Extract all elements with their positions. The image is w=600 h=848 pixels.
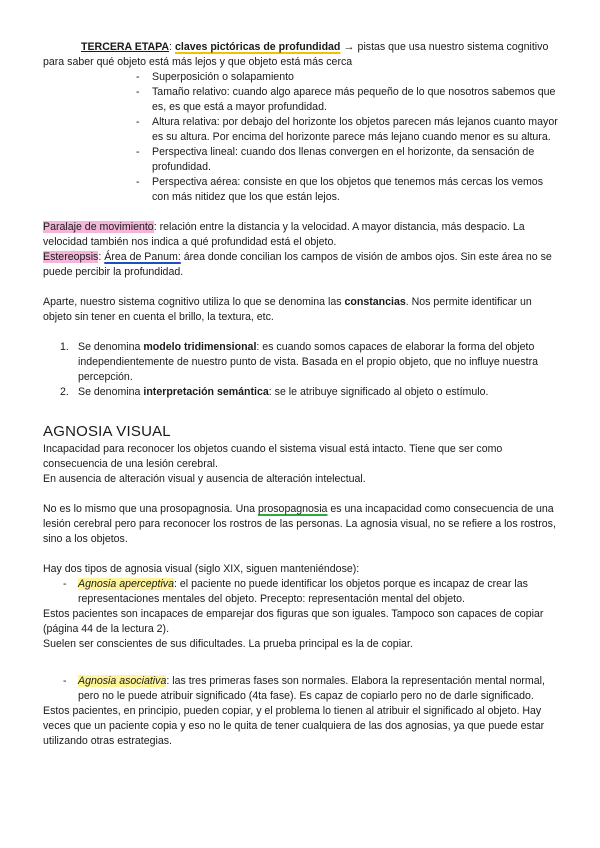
model-text-before: Se denomina <box>78 341 144 353</box>
stereopsis-text: área donde concilian los campos de visión de ambos ojos. Sin este área no se puede percibir la profundidad. <box>43 251 552 278</box>
parallax-paragraph <box>43 220 558 250</box>
prosopagnosia-term: prosopagnosia <box>257 503 328 515</box>
list-item: - Altura relativa: por debajo del horizonte los objetos parecen más lejanos cuanto mayor es su altura. Por encima del horizonte parece más lejano cuando menor es su altura. <box>152 115 558 145</box>
list-item: - Tamaño relativo: cuando algo aparece más pequeño de lo que nosotros sabemos que es, es que está a mayor profundidad. <box>152 85 558 115</box>
model-text-before: Se denomina <box>78 386 144 398</box>
constancies-term: constancias <box>344 296 406 308</box>
apperceptive-text: : el paciente no puede identificar los objetos porque es incapaz de crear las representaciones mentales del objeto. Precepto: representación mental del objeto. <box>78 578 528 605</box>
agnosia-definition: Incapacidad para reconocer los objetos cuando el sistema visual está intacto. Tiene que ser como consecuencia de una lesión cerebral. <box>43 443 503 470</box>
stage-intro: pistas que usa nuestro sistema cognitivo para saber qué objeto está más lejos y que objeto está más cerca <box>43 41 549 68</box>
model-text-after: : se le atribuye significado al objeto o estímulo. <box>268 386 489 398</box>
parallax-term: Paralaje de movimiento <box>43 221 154 233</box>
constancies-text-before: Aparte, nuestro sistema cognitivo utiliza lo que se denomina las <box>43 296 345 308</box>
list-item <box>78 674 558 704</box>
associative-term: Agnosia asociativa <box>78 675 167 687</box>
stage-label: TERCERA ETAPA <box>81 41 170 53</box>
list-item: - Perspectiva aérea: consiste en que los objetos que tenemos más cercas los vemos con más nitidez que los que están lejos. <box>152 175 558 205</box>
list-number: 2. <box>60 386 69 398</box>
model-term: modelo tridimensional <box>143 341 257 353</box>
section-heading: AGNOSIA VISUAL <box>43 423 171 440</box>
constancies-text-after: . Nos permite identificar un objeto sin tener en cuenta el brillo, la textura, etc. <box>43 296 532 323</box>
apperceptive-list <box>43 577 558 607</box>
list-item: - Perspectiva lineal: cuando dos llenas convergen en el horizonte, da sensación de profundidad. <box>152 145 558 175</box>
prosop-text-after: es una incapacidad como consecuencia de una lesión cerebral pero para reconocer los rostros de las personas. La agnosia visual, no se refiere a los rostros, sino a los objetos. <box>43 503 556 545</box>
parallax-text: : relación entre la distancia y la velocidad. A mayor distancia, más despacio. La velocidad también nos indica a qué profundidad está el objeto. <box>43 221 525 248</box>
stereopsis-paragraph <box>43 250 558 280</box>
document-page <box>43 40 558 749</box>
list-item <box>78 577 558 607</box>
associative-list <box>43 674 558 704</box>
constancies-paragraph <box>43 295 558 325</box>
models-list <box>43 340 558 400</box>
stage-colon: : <box>169 41 175 53</box>
list-item <box>60 385 558 400</box>
list-item: - Superposición o solapamiento <box>152 70 558 85</box>
prosop-text-before: No es lo mismo que una prosopagnosia. Una <box>43 503 258 515</box>
apperceptive-note: Suelen ser conscientes de sus dificultades. La prueba principal es la de copiar. <box>43 638 413 650</box>
stereopsis-colon: : <box>98 251 105 263</box>
apperceptive-note: Estos pacientes son incapaces de emparejar dos figuras que son iguales. Tampoco son capaces de copiar (página 44 de la lectura 2). <box>43 608 544 635</box>
associative-text: : las tres primeras fases son normales. Elabora la representación mental normal, pero no le puede atribuir significado (4ta fase). Es capaz de copiarlo pero no de darle significado. <box>78 675 545 702</box>
agnosia-condition: En ausencia de alteración visual y ausencia de alteración intelectual. <box>43 473 366 485</box>
model-text-after: : es cuando somos capaces de elaborar la forma del objeto independientemente de nuestro punto de vista. Basada en el propio objeto, que no influye nuestra percepción. <box>78 341 538 383</box>
apperceptive-term: Agnosia aperceptiva <box>78 578 174 590</box>
model-term: interpretación semántica <box>143 386 269 398</box>
list-number: 1. <box>60 341 69 353</box>
stage-paragraph <box>43 40 558 70</box>
list-item <box>60 340 558 385</box>
stage-title: claves pictóricas de profundidad <box>174 41 341 53</box>
right-arrow-icon: → <box>340 41 358 53</box>
prosopagnosia-paragraph <box>43 502 558 547</box>
associative-note: Estos pacientes, en principio, pueden copiar, y el problema lo tienen al atribuir el significado al objeto. Hay veces que un paciente copia y eso no le quita de tener cualquiera de las dos agnosias, ya que puede estar utilizando otras estrategias. <box>43 705 545 747</box>
stereopsis-term: Estereopsis <box>43 251 99 263</box>
types-intro: Hay dos tipos de agnosia visual (siglo XIX, siguen manteniéndose): <box>43 563 360 575</box>
depth-cues-list <box>43 70 558 205</box>
panum-term: Área de Panum: <box>104 251 181 263</box>
